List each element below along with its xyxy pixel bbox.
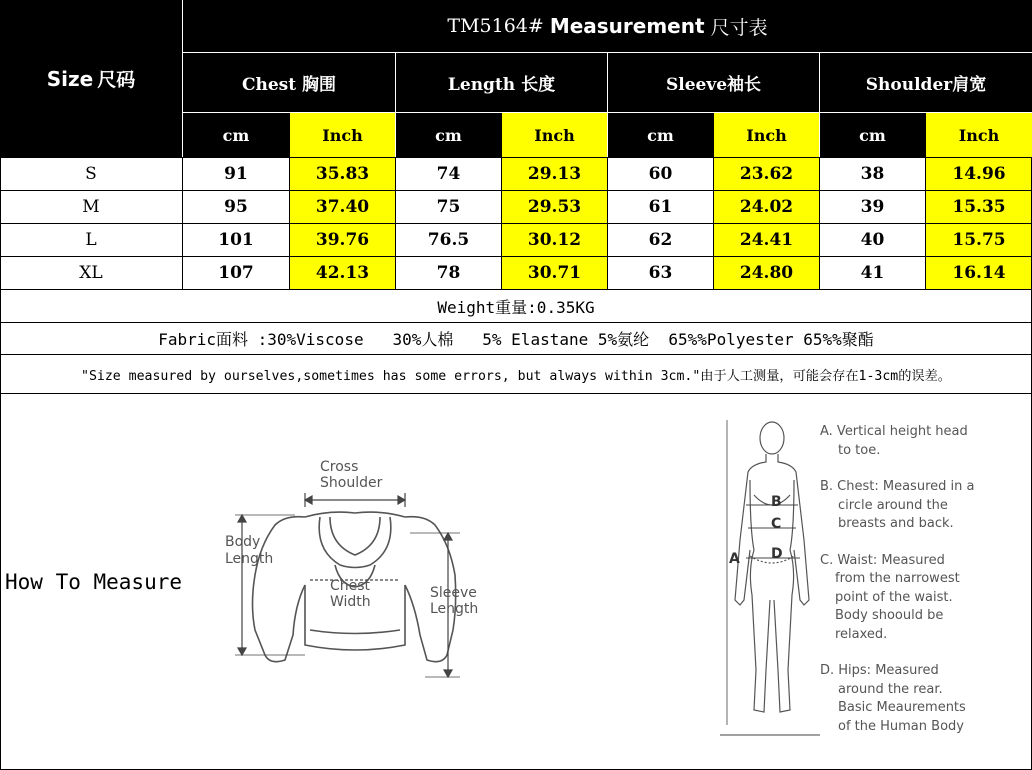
unit-inch: Inch xyxy=(926,113,1032,157)
value-cell: 30.12 xyxy=(502,224,607,256)
garment-label-sleeve-length: Length xyxy=(430,601,479,617)
garment-label-shoulder: Shoulder xyxy=(320,475,383,491)
value-cell: 75 xyxy=(436,197,461,217)
body-label-d: D xyxy=(771,546,783,562)
size-cell: M xyxy=(82,197,100,217)
garment-label-body: Body xyxy=(225,534,261,550)
group-header-sleeve: Sleeve袖长 xyxy=(665,75,762,95)
unit-inch: Inch xyxy=(502,113,607,157)
note-a-line1: A. Vertical height head xyxy=(820,424,968,439)
value-cell: 29.13 xyxy=(502,158,607,190)
value-cell: 24.80 xyxy=(714,257,819,289)
value-cell: 15.75 xyxy=(926,224,1032,256)
value-cell: 42.13 xyxy=(290,257,395,289)
body-notes xyxy=(820,423,974,736)
note-d-line4: of the Human Body xyxy=(838,718,964,734)
value-cell: 63 xyxy=(648,263,673,283)
note-row: "Size measured by ourselves,sometimes has some errors, but always within 3cm."由于人工测量，可能会存在1-3cm的误差。 xyxy=(81,368,951,384)
value-cell: 29.53 xyxy=(502,191,607,223)
note-c-line5: relaxed. xyxy=(835,626,888,642)
size-cell: XL xyxy=(79,263,103,283)
value-cell: 74 xyxy=(436,164,461,184)
value-cell: 37.40 xyxy=(290,191,395,223)
unit-inch: Inch xyxy=(714,113,819,157)
value-cell: 60 xyxy=(648,164,673,184)
value-cell: 30.71 xyxy=(502,257,607,289)
value-cell: 95 xyxy=(224,197,248,217)
value-cell: 61 xyxy=(648,197,673,217)
table-title xyxy=(183,0,1032,52)
note-d-line3: Basic Meaurements xyxy=(838,700,966,715)
size-cell: S xyxy=(85,164,97,184)
table-title-cn: 尺寸表 xyxy=(710,16,768,39)
value-cell: 24.02 xyxy=(714,191,819,223)
value-cell: 107 xyxy=(218,263,254,283)
value-cell: 62 xyxy=(648,230,673,250)
size-header xyxy=(0,0,182,157)
fabric-row: Fabric面料 :30%Viscose 30%人棉 5% Elastane 5%氨纶 65%%Polyester 65%%聚酯 xyxy=(158,329,874,349)
body-label-c: C xyxy=(771,516,782,532)
unit-cm: cm xyxy=(435,125,462,145)
group-header-length: Length 长度 xyxy=(447,75,556,95)
table-title-measurement: Measurement xyxy=(549,14,705,38)
value-cell: 78 xyxy=(436,263,461,283)
garment-label-chest-width: Width xyxy=(330,594,371,610)
table-title-code: TM5164# xyxy=(447,15,544,37)
garment-label-cross: Cross xyxy=(320,459,359,475)
body-label-a: A xyxy=(729,551,740,567)
value-cell: 15.35 xyxy=(926,191,1032,223)
unit-cm: cm xyxy=(859,125,886,145)
body-diagram xyxy=(720,410,820,740)
body-label-b: B xyxy=(771,494,782,510)
group-header-chest: Chest 胸围 xyxy=(241,75,337,95)
value-cell: 41 xyxy=(860,263,885,283)
note-a-line2: to toe. xyxy=(838,442,881,458)
unit-inch: Inch xyxy=(290,113,395,157)
garment-label-chest: Chest xyxy=(330,578,371,594)
how-to-measure-label: How To Measure xyxy=(5,570,183,594)
size-cell: L xyxy=(85,230,97,250)
value-cell: 23.62 xyxy=(714,158,819,190)
garment-label-body-length: Length xyxy=(225,551,274,567)
value-cell: 39.76 xyxy=(290,224,395,256)
size-header-label: Size xyxy=(46,66,94,91)
value-cell: 40 xyxy=(860,230,885,250)
note-c-line2: from the narrowest xyxy=(835,571,960,586)
note-b-line3: breasts and back. xyxy=(838,516,954,531)
note-c-line1: C. Waist: Measured xyxy=(820,552,945,568)
value-cell: 39 xyxy=(860,197,885,217)
note-b-line1: B. Chest: Measured in a xyxy=(820,479,975,494)
value-cell: 16.14 xyxy=(926,257,1032,289)
size-header-cn: 尺码 xyxy=(97,69,136,91)
value-cell: 76.5 xyxy=(427,230,470,250)
note-d-line2: around the rear. xyxy=(838,681,943,697)
note-d-line1: D. Hips: Measured xyxy=(820,663,939,678)
note-c-line3: point of the waist. xyxy=(835,589,953,605)
unit-cm: cm xyxy=(647,125,674,145)
value-cell: 91 xyxy=(224,164,248,184)
value-cell: 38 xyxy=(860,164,885,184)
value-cell: 101 xyxy=(218,230,254,250)
note-b-line2: circle around the xyxy=(838,497,948,513)
value-cell: 24.41 xyxy=(714,224,819,256)
value-cell: 14.96 xyxy=(926,158,1032,190)
note-c-line4: Body shoould be xyxy=(835,608,944,623)
group-header-shoulder: Shoulder肩宽 xyxy=(865,75,987,95)
weight-row: Weight重量:0.35KG xyxy=(437,297,595,317)
unit-cm: cm xyxy=(222,125,250,145)
value-cell: 35.83 xyxy=(290,158,395,190)
garment-label-sleeve: Sleeve xyxy=(430,585,477,601)
